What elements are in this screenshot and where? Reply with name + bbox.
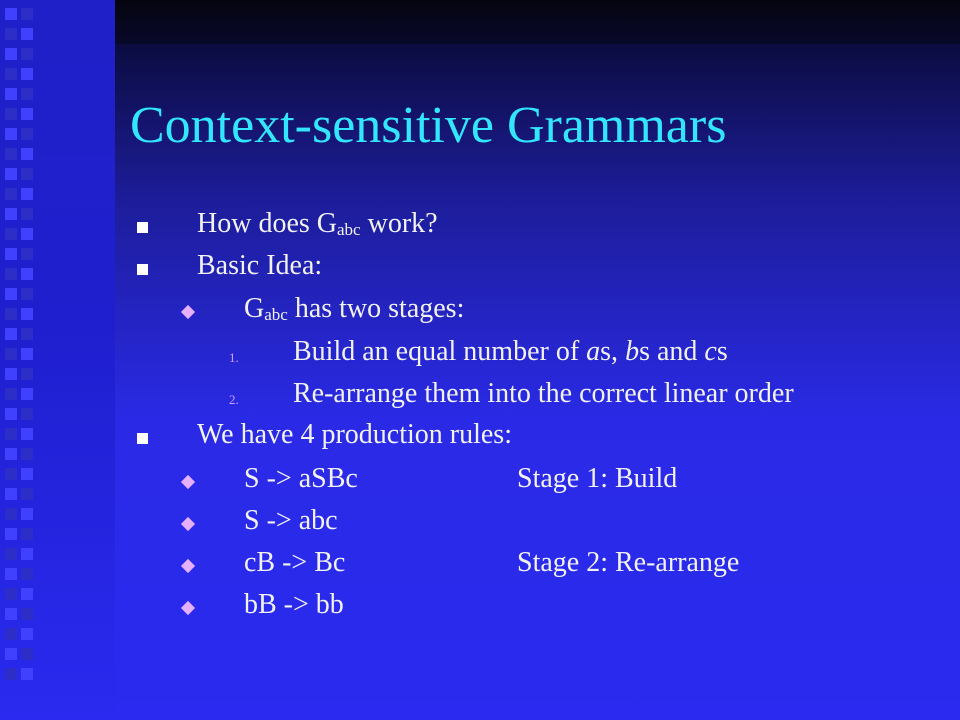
- list-number: 1.: [229, 350, 239, 365]
- decorative-square: [21, 108, 33, 120]
- top-dark-band: [115, 0, 960, 44]
- decorative-square: [5, 308, 17, 320]
- decorative-square: [5, 488, 17, 500]
- rule-3: cB -> Bc: [244, 547, 346, 578]
- decorative-square: [5, 68, 17, 80]
- decorative-square: [21, 248, 33, 260]
- decorative-square: [5, 268, 17, 280]
- rule-2: S -> abc: [244, 505, 338, 536]
- decorative-square: [5, 108, 17, 120]
- decorative-square: [5, 588, 17, 600]
- decorative-square: [5, 608, 17, 620]
- diamond-bullet-icon: [181, 601, 195, 615]
- decorative-square: [5, 88, 17, 100]
- decorative-square: [21, 88, 33, 100]
- decorative-square: [5, 348, 17, 360]
- decorative-square: [21, 68, 33, 80]
- decorative-square: [5, 28, 17, 40]
- rule-3-note: Stage 2: Re-arrange: [517, 547, 740, 578]
- decorative-square: [21, 188, 33, 200]
- decorative-square: [21, 368, 33, 380]
- bullet-production-rules: We have 4 production rules:: [197, 419, 512, 450]
- decorative-square: [21, 448, 33, 460]
- diamond-bullet-icon: [181, 475, 195, 489]
- decorative-square: [21, 308, 33, 320]
- decorative-square: [5, 188, 17, 200]
- decorative-square: [21, 348, 33, 360]
- diamond-bullet-icon: [181, 305, 195, 319]
- decorative-square: [21, 548, 33, 560]
- decorative-square: [5, 508, 17, 520]
- square-bullet-icon: [137, 222, 148, 233]
- decorative-square: [21, 468, 33, 480]
- decorative-square: [5, 568, 17, 580]
- decorative-square: [5, 448, 17, 460]
- decorative-square: [5, 288, 17, 300]
- decorative-square: [21, 428, 33, 440]
- decorative-square: [5, 548, 17, 560]
- subbullet-text-post: has two stages:: [287, 293, 465, 324]
- decorative-square: [21, 48, 33, 60]
- subbullet-two-stages: [244, 293, 464, 325]
- decorative-square: [5, 408, 17, 420]
- left-decorative-strip: [0, 0, 115, 720]
- decorative-square: [21, 128, 33, 140]
- subscript: abc: [337, 220, 361, 239]
- rule-1: S -> aSBc: [244, 463, 358, 494]
- numbered-item-build: Build an equal number of as, bs and cs: [293, 336, 728, 367]
- decorative-square: [21, 148, 33, 160]
- decorative-square: [5, 208, 17, 220]
- decorative-square: [21, 488, 33, 500]
- decorative-square: [5, 148, 17, 160]
- square-bullet-icon: [137, 264, 148, 275]
- decorative-square: [21, 288, 33, 300]
- decorative-square: [5, 388, 17, 400]
- slide-title: Context-sensitive Grammars: [130, 97, 727, 154]
- decorative-square: [21, 508, 33, 520]
- decorative-square: [5, 168, 17, 180]
- decorative-square: [21, 628, 33, 640]
- decorative-square: [5, 128, 17, 140]
- bullet-text-pre: How does G: [197, 208, 337, 239]
- diamond-bullet-icon: [181, 517, 195, 531]
- decorative-square: [5, 8, 17, 20]
- decorative-square: [5, 248, 17, 260]
- decorative-square: [21, 228, 33, 240]
- decorative-square: [21, 388, 33, 400]
- bullet-basic-idea: Basic Idea:: [197, 250, 323, 281]
- decorative-square: [5, 648, 17, 660]
- decorative-square: [5, 328, 17, 340]
- decorative-square: [21, 268, 33, 280]
- decorative-square: [5, 668, 17, 680]
- decorative-square: [5, 468, 17, 480]
- numbered-item-rearrange: Re-arrange them into the correct linear order: [293, 378, 794, 409]
- decorative-square: [21, 8, 33, 20]
- subbullet-text-pre: G: [244, 293, 265, 324]
- bullet-how-does: [197, 208, 438, 240]
- decorative-square: [21, 568, 33, 580]
- decorative-square: [5, 368, 17, 380]
- decorative-square: [21, 328, 33, 340]
- decorative-square: [5, 428, 17, 440]
- bullet-text-post: work?: [360, 208, 438, 239]
- decorative-square: [5, 528, 17, 540]
- list-number: 2.: [229, 392, 239, 407]
- decorative-square: [21, 408, 33, 420]
- decorative-square: [21, 588, 33, 600]
- decorative-square: [5, 228, 17, 240]
- decorative-square: [21, 208, 33, 220]
- subscript: abc: [264, 305, 288, 324]
- decorative-square: [21, 668, 33, 680]
- diamond-bullet-icon: [181, 559, 195, 573]
- decorative-square: [21, 28, 33, 40]
- decorative-square: [5, 48, 17, 60]
- square-bullet-icon: [137, 433, 148, 444]
- rule-1-note: Stage 1: Build: [517, 463, 678, 494]
- decorative-square: [21, 168, 33, 180]
- decorative-square: [21, 648, 33, 660]
- rule-4: bB -> bb: [244, 589, 344, 620]
- decorative-square: [5, 628, 17, 640]
- decorative-square: [21, 528, 33, 540]
- decorative-square: [21, 608, 33, 620]
